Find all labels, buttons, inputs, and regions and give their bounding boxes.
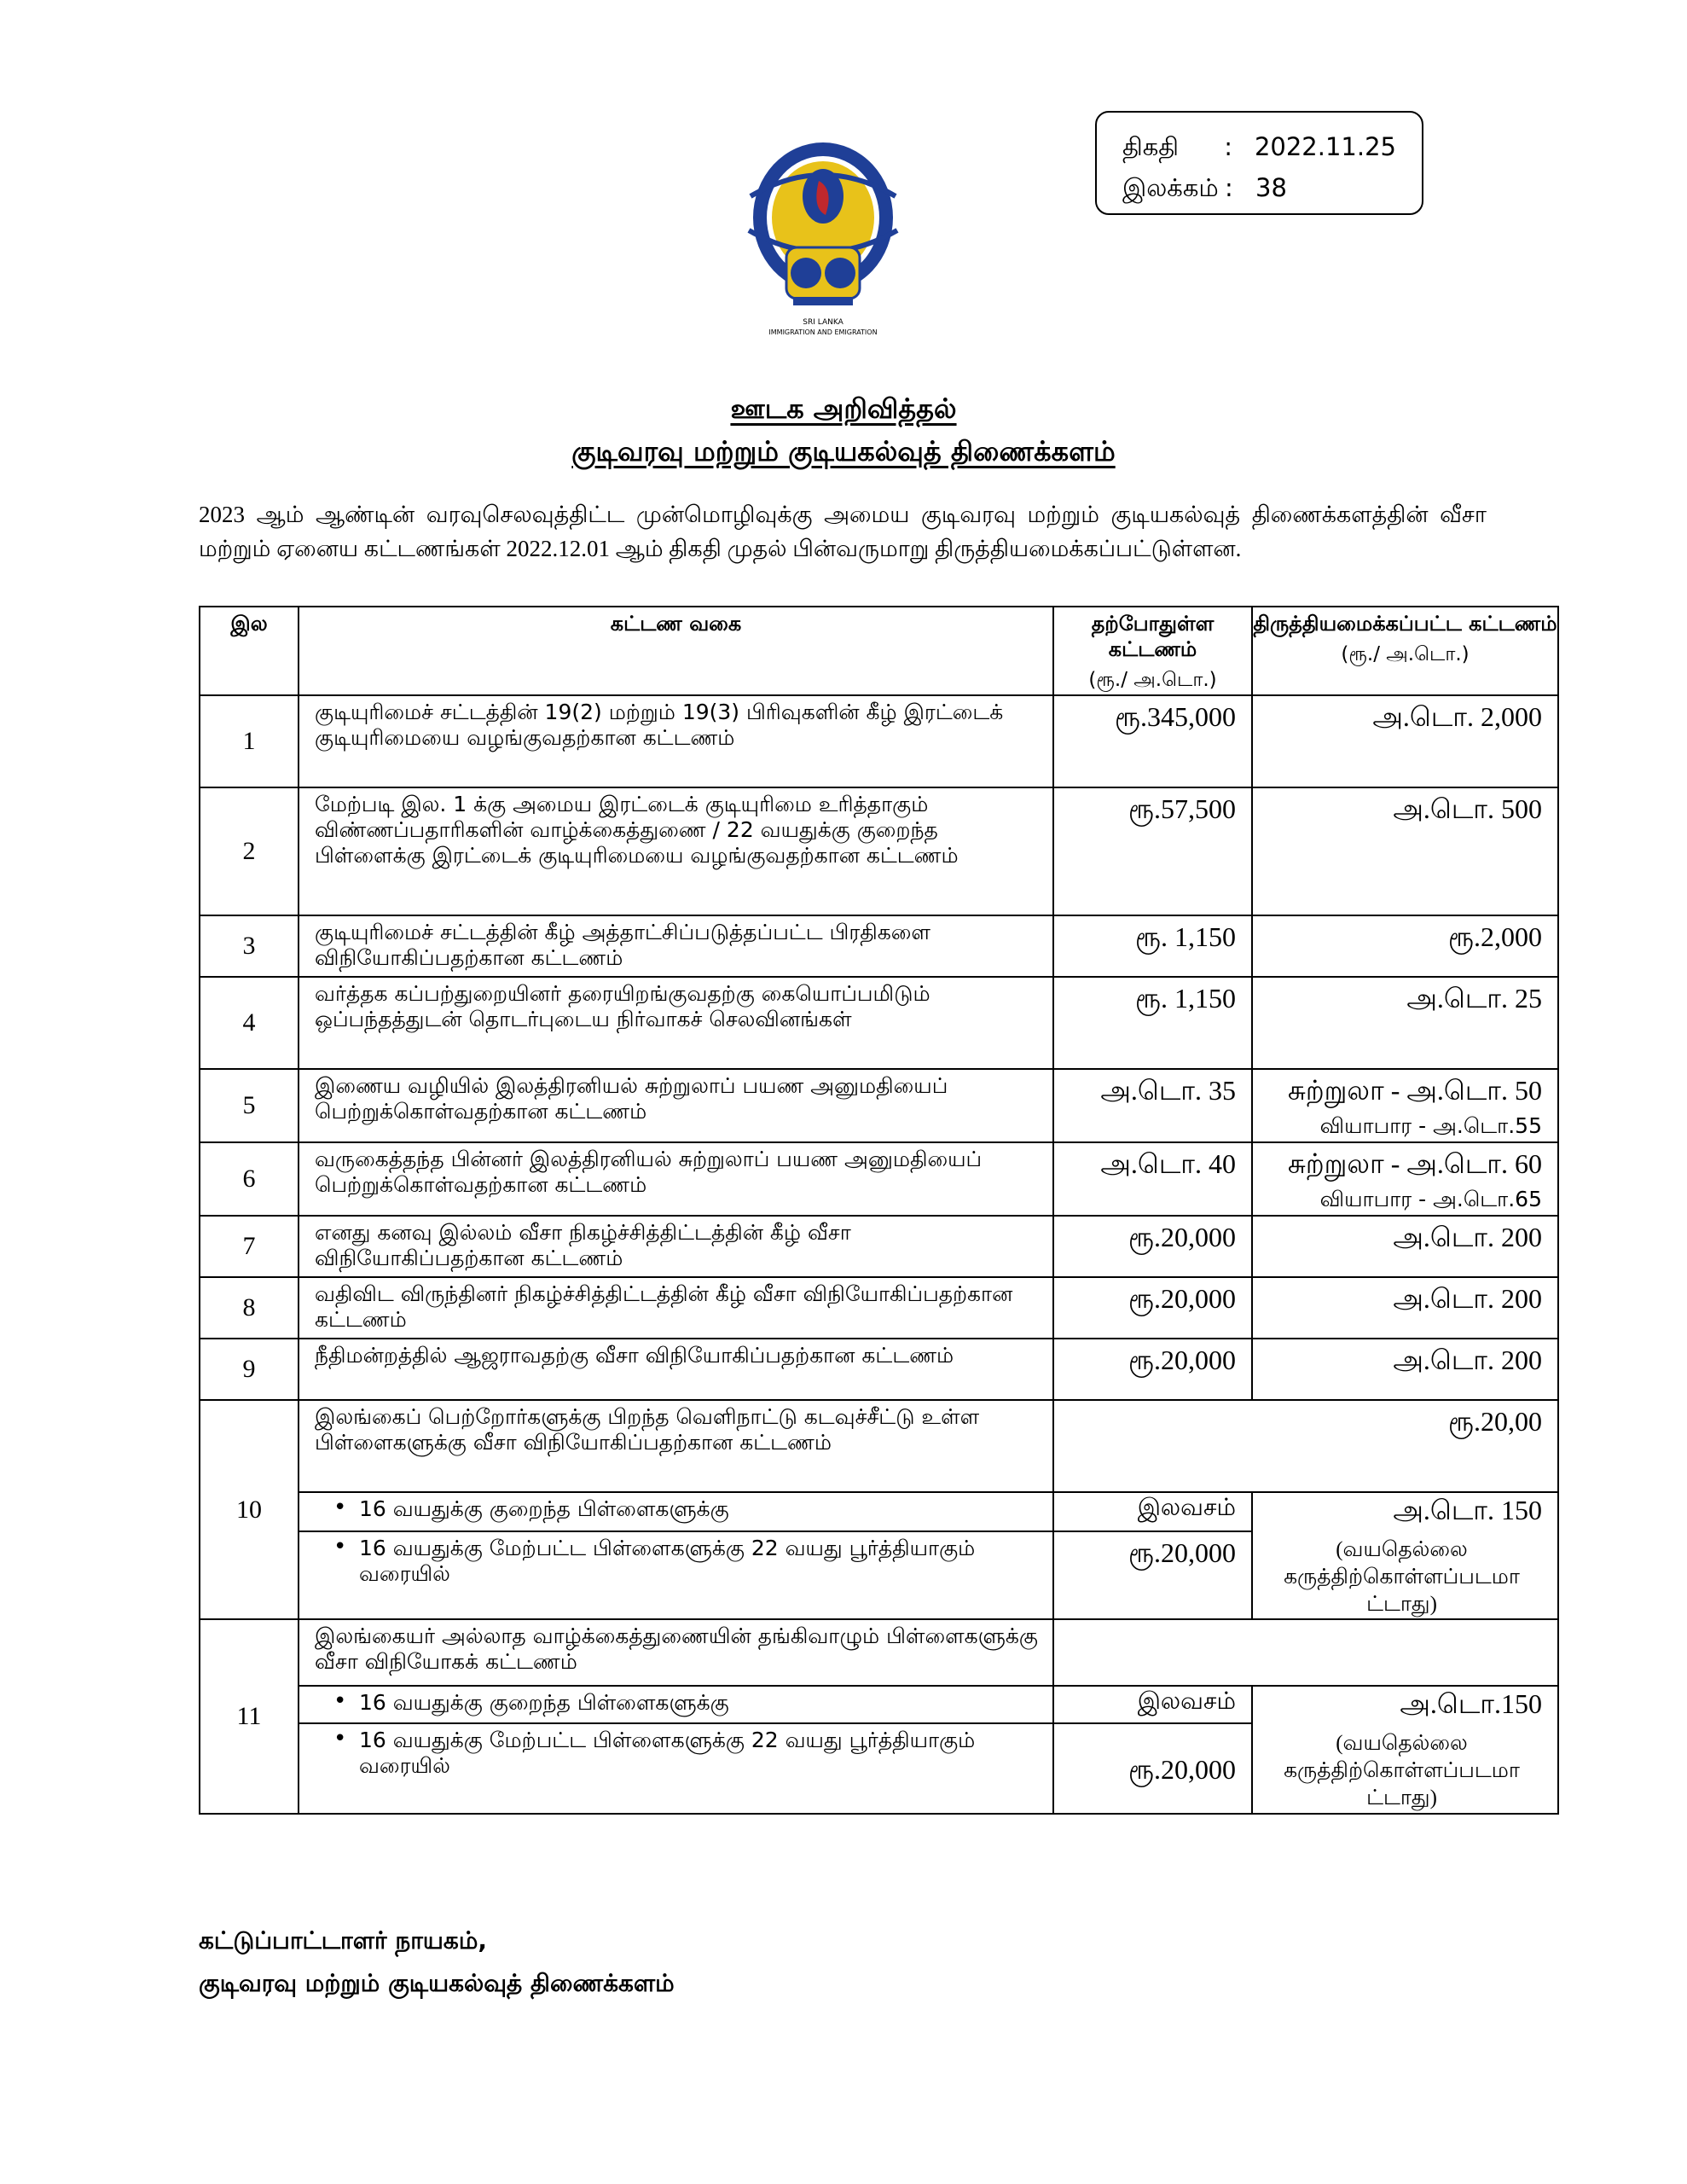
revised-business: வியாபார - அ.டொ.65 bbox=[1319, 1187, 1542, 1211]
row-merged-fee: ரூ.20,00 bbox=[1053, 1400, 1558, 1492]
table-row bbox=[200, 1069, 1558, 1142]
fee-table bbox=[199, 606, 1559, 1815]
page-subtitle bbox=[0, 435, 1687, 471]
row-current-fee: அ.டொ. 40 bbox=[1053, 1142, 1252, 1216]
signature-department: குடிவரவு மற்றும் குடியகல்வுத் திணைக்களம் bbox=[199, 1969, 675, 1997]
row-revised-fee: அ.டொ. 500 bbox=[1252, 787, 1558, 915]
table-header-row bbox=[200, 607, 1558, 695]
table-row bbox=[200, 787, 1558, 915]
row-description: வதிவிட விருந்தினர் நிகழ்ச்சித்திட்டத்தின் கீழ் வீசா விநியோகிப்பதற்கான கட்டணம் bbox=[299, 1277, 1053, 1339]
number-separator: : bbox=[1225, 173, 1233, 202]
row-revised-fee: அ.டொ. 2,000 bbox=[1252, 695, 1558, 787]
logo-text-2: IMMIGRATION AND EMIGRATION bbox=[768, 328, 878, 336]
table-row bbox=[200, 977, 1558, 1069]
table-row bbox=[200, 1339, 1558, 1400]
subrow-current-fee: இலவசம் bbox=[1053, 1686, 1252, 1723]
header-revised bbox=[1252, 607, 1558, 695]
row-revised-fee: அ.டொ. 200 bbox=[1252, 1339, 1558, 1400]
row-current-fee: ரூ.20,000 bbox=[1053, 1339, 1252, 1400]
row-description: வர்த்தக கப்பற்துறையினர் தரையிறங்குவதற்கு கையொப்பமிடும் ஒப்பந்தத்துடன் தொடர்புடைய நிர்வாகச் செலவினங்கள் bbox=[299, 977, 1053, 1069]
date-separator: : bbox=[1224, 132, 1232, 161]
row-description: இலங்கைப் பெற்றோர்களுக்கு பிறந்த வெளிநாட்டு கடவுச்சீட்டு உள்ள பிள்ளைகளுக்கு வீசா விநியோகிப்பதற்கான கட்டணம் bbox=[299, 1400, 1053, 1492]
header-revised-unit: (ரூ./ அ.டொ.) bbox=[1341, 643, 1470, 665]
row-revised-fee bbox=[1252, 1686, 1558, 1814]
page-title bbox=[0, 392, 1687, 428]
row-description: குடியுரிமைச் சட்டத்தின் 19(2) மற்றும் 19(3) பிரிவுகளின் கீழ் இரட்டைக் குடியுரிமையை வழங்குவதற்கான கட்டணம் bbox=[299, 695, 1053, 787]
title-line-2: குடிவரவு மற்றும் குடியகல்வுத் திணைக்களம் bbox=[571, 435, 1116, 468]
table-subrow bbox=[200, 1492, 1558, 1531]
subrow-description: • 16 வயதுக்கு மேற்பட்ட பிள்ளைகளுக்கு 22 வயது பூர்த்தியாகும் வரையில் bbox=[299, 1531, 1053, 1619]
row-description: நீதிமன்றத்தில் ஆஜராவதற்கு வீசா விநியோகிப்பதற்கான கட்டணம் bbox=[299, 1339, 1053, 1400]
row-revised-fee: ரூ.2,000 bbox=[1252, 915, 1558, 977]
row-number: 9 bbox=[200, 1339, 299, 1400]
header-current-unit: (ரூ./ அ.டொ.) bbox=[1088, 669, 1217, 691]
revised-note: (வயதெல்லை கருத்திற்கொள்ளப்படமா ட்டாது) bbox=[1284, 1538, 1520, 1616]
row-description: இலங்கையர் அல்லாத வாழ்க்கைத்துணையின் தங்கிவாழும் பிள்ளைகளுக்கு வீசா விநியோகக் கட்டணம் bbox=[299, 1619, 1053, 1686]
row-number: 7 bbox=[200, 1216, 299, 1277]
header-current-label: தற்போதுள்ள கட்டணம் bbox=[1091, 612, 1215, 661]
revised-amount: அ.டொ.150 bbox=[1400, 1688, 1542, 1719]
row-number: 5 bbox=[200, 1069, 299, 1142]
table-row bbox=[200, 915, 1558, 977]
number-label: இலக்கம் bbox=[1122, 173, 1219, 202]
row-current-fee: அ.டொ. 35 bbox=[1053, 1069, 1252, 1142]
subrow-current-fee: ரூ.20,000 bbox=[1053, 1723, 1252, 1814]
signature-block bbox=[199, 1920, 675, 2005]
subrow-description: • 16 வயதுக்கு மேற்பட்ட பிள்ளைகளுக்கு 22 வயது பூர்த்தியாகும் வரையில் bbox=[299, 1723, 1053, 1814]
table-row bbox=[200, 1142, 1558, 1216]
row-number: 1 bbox=[200, 695, 299, 787]
table-subrow bbox=[200, 1686, 1558, 1723]
row-number: 6 bbox=[200, 1142, 299, 1216]
row-revised-fee: அ.டொ. 200 bbox=[1252, 1216, 1558, 1277]
row-revised-fee: அ.டொ. 200 bbox=[1252, 1277, 1558, 1339]
signature-title: கட்டுப்பாட்டாளர் நாயகம், bbox=[199, 1926, 488, 1955]
row-number: 8 bbox=[200, 1277, 299, 1339]
subrow-current-fee: இலவசம் bbox=[1053, 1492, 1252, 1531]
title-line-1: ஊடக அறிவித்தல் bbox=[730, 392, 957, 425]
row-revised-fee bbox=[1252, 1142, 1558, 1216]
row-current-fee: ரூ.345,000 bbox=[1053, 695, 1252, 787]
date-reference-box bbox=[1095, 111, 1423, 215]
revised-tourist: சுற்றுலா - அ.டொ. 50 bbox=[1288, 1075, 1542, 1106]
revised-note: (வயதெல்லை கருத்திற்கொள்ளப்படமா ட்டாது) bbox=[1284, 1732, 1520, 1809]
row-revised-fee bbox=[1252, 1069, 1558, 1142]
emblem-icon bbox=[733, 136, 913, 350]
row-revised-fee bbox=[1252, 1492, 1558, 1619]
row-number: 3 bbox=[200, 915, 299, 977]
subrow-description: • 16 வயதுக்கு குறைந்த பிள்ளைகளுக்கு bbox=[299, 1492, 1053, 1531]
revised-amount: அ.டொ. 150 bbox=[1393, 1495, 1542, 1525]
revised-tourist: சுற்றுலா - அ.டொ. 60 bbox=[1288, 1148, 1542, 1179]
row-current-fee: ரூ.57,500 bbox=[1053, 787, 1252, 915]
row-current-fee: ரூ. 1,150 bbox=[1053, 977, 1252, 1069]
row-number: 10 bbox=[200, 1400, 299, 1619]
subrow-current-fee: ரூ.20,000 bbox=[1053, 1531, 1252, 1619]
date-value: 2022.11.25 bbox=[1254, 132, 1396, 161]
table-row bbox=[200, 1277, 1558, 1339]
row-number: 11 bbox=[200, 1619, 299, 1814]
row-current-fee: ரூ. 1,150 bbox=[1053, 915, 1252, 977]
row-description: இணைய வழியில் இலத்திரனியல் சுற்றுலாப் பயண அனுமதியைப் பெற்றுக்கொள்வதற்கான கட்டணம் bbox=[299, 1069, 1053, 1142]
number-value: 38 bbox=[1255, 173, 1287, 202]
header-no: இல bbox=[200, 607, 299, 695]
row-current-fee: ரூ.20,000 bbox=[1053, 1216, 1252, 1277]
logo-text-1: SRI LANKA bbox=[803, 318, 844, 327]
table-row bbox=[200, 1400, 1558, 1492]
intro-paragraph: 2023 ஆம் ஆண்டின் வரவுசெலவுத்திட்ட முன்மொழிவுக்கு அமைய குடிவரவு மற்றும் குடியகல்வுத் திணைக்களத்தின் வீசா மற்றும் ஏனைய கட்டணங்கள் 2022.12.01 ஆம் திகதி முதல் பின்வருமாறு திருத்தியமைக்கப்பட்டுள்ளன. bbox=[199, 502, 1487, 561]
row-description: எனது கனவு இல்லம் வீசா நிகழ்ச்சித்திட்டத்தின் கீழ் வீசா விநியோகிப்பதற்கான கட்டணம் bbox=[299, 1216, 1053, 1277]
row-number: 2 bbox=[200, 787, 299, 915]
row-merged-empty bbox=[1053, 1619, 1558, 1686]
row-current-fee: ரூ.20,000 bbox=[1053, 1277, 1252, 1339]
header-current bbox=[1053, 607, 1252, 695]
header-revised-label: திருத்தியமைக்கப்பட்ட கட்டணம் bbox=[1253, 612, 1557, 636]
department-emblem-logo bbox=[733, 136, 913, 350]
date-label: திகதி bbox=[1122, 132, 1180, 161]
table-row bbox=[200, 695, 1558, 787]
header-type: கட்டண வகை bbox=[299, 607, 1053, 695]
table-row bbox=[200, 1619, 1558, 1686]
row-number: 4 bbox=[200, 977, 299, 1069]
row-description: குடியுரிமைச் சட்டத்தின் கீழ் அத்தாட்சிப்படுத்தப்பட்ட பிரதிகளை விநியோகிப்பதற்கான கட்டணம் bbox=[299, 915, 1053, 977]
row-description: வருகைத்தந்த பின்னர் இலத்திரனியல் சுற்றுலாப் பயண அனுமதியைப் பெற்றுக்கொள்வதற்கான கட்டணம் bbox=[299, 1142, 1053, 1216]
subrow-description: • 16 வயதுக்கு குறைந்த பிள்ளைகளுக்கு bbox=[299, 1686, 1053, 1723]
row-revised-fee: அ.டொ. 25 bbox=[1252, 977, 1558, 1069]
revised-business: வியாபார - அ.டொ.55 bbox=[1319, 1113, 1542, 1138]
table-row bbox=[200, 1216, 1558, 1277]
row-description: மேற்படி இல. 1 க்கு அமைய இரட்டைக் குடியுரிமை உரித்தாகும் விண்ணப்பதாரிகளின் வாழ்க்கைத்துணை / 22 வயதுக்கு குறைந்த பிள்ளைக்கு இரட்டைக் குடியுரிமையை வழங்குவதற்கான கட்டணம் bbox=[299, 787, 1053, 915]
